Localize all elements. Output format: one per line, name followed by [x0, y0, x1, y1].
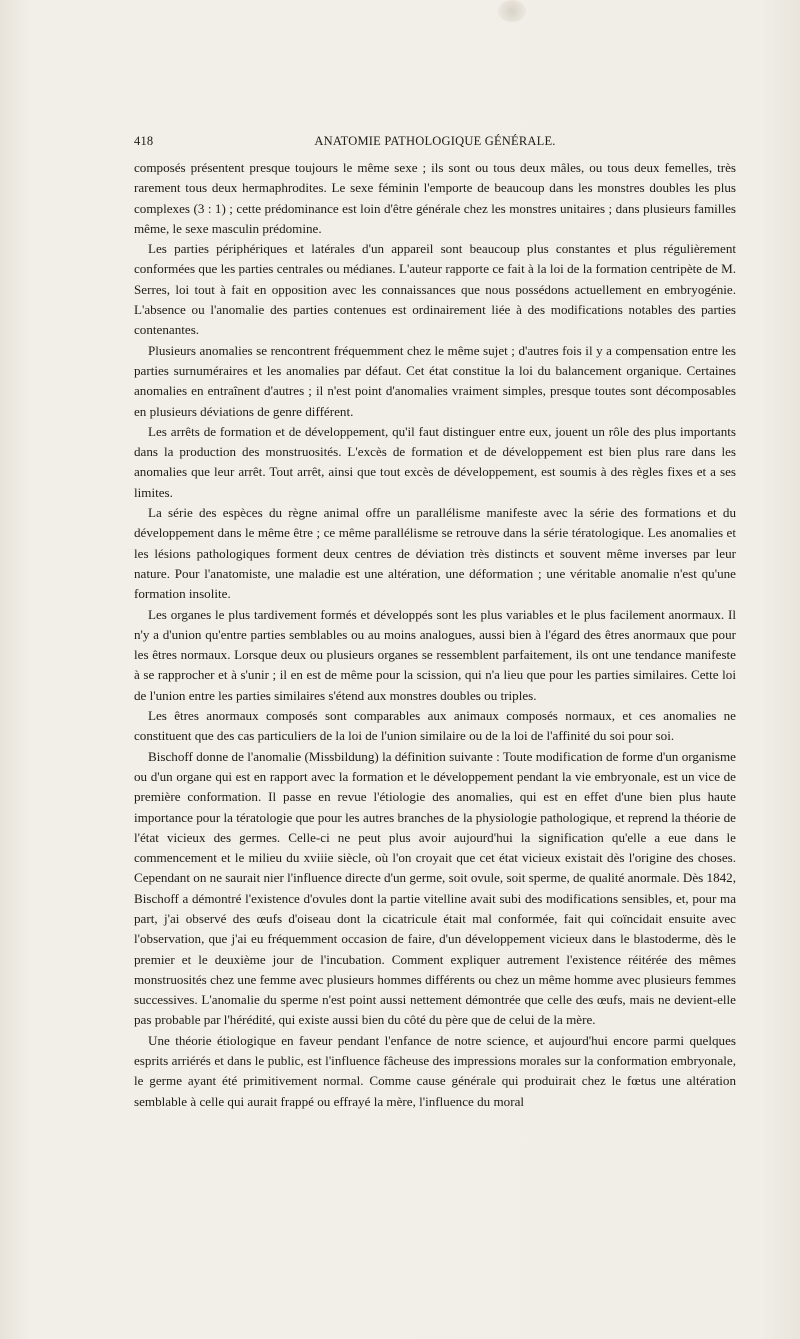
paragraph-8: Bischoff donne de l'anomalie (Missbildung) la définition suivante : Toute modification de forme d'un organisme ou d'un organe qui est en rapport avec la formation et le développement pendant la vie embryonale, est un vice de première conformation. Il passe en revue l'étiologie des anomalies, qui est en effet d'une bien plus haute importance pour la tératologie que pour les autres branches de la physiologie pathologique, et reprend la théorie de l'état vicieux des germes. Celle-ci ne peut plus avoir aujourd'hui la signification qu'elle a eue dans le commencement et le milieu du xviiie siècle, où l'on croyait que cet état vicieux existait dès l'origine des choses. Cependant on ne saurait nier l'influence directe d'un germe, soit ovule, soit sperme, de qualité anormale. Dès 1842, Bischoff a démontré l'existence d'ovules dont la partie vitelline avait subi des modifications sensibles, et, pour ma part, j'ai observé des œufs d'oiseau dont la cicatricule était mal conformée, fait qui coïncidait ensuite avec l'observation, que j'ai eu fréquemment occasion de faire, d'un développement vicieux dans le blastoderme, dès le premier et le deuxième jour de l'incubation. Comment expliquer autrement l'existence réitérée des mêmes monstruosités chez une femme avec plusieurs hommes différents ou chez un même homme avec plusieurs femmes successives. L'anomalie du sperme n'est point aussi nettement démontrée que celle des œufs, mais ne devient-elle pas probable par l'hérédité, qui existe aussi bien du côté du père que de celui de la mère. [134, 748, 736, 1028]
paragraph-1: composés présentent presque toujours le même sexe ; ils sont ou tous deux mâles, ou tous deux femelles, très rarement tous deux hermaphrodites. Le sexe féminin l'emporte de beaucoup dans les monstres doubles les plus complexes (3 : 1) ; cette prédominance est loin d'être générale chez les monstres unitaires ; dans plusieurs familles même, le sexe masculin prédomine. [134, 160, 736, 236]
paragraph-2: Les parties périphériques et latérales d'un appareil sont beaucoup plus constantes et plus régulièrement conformées que les parties centrales ou médianes. L'auteur rapporte ce fait à la loi de la formation centripète de M. Serres, loi tout à fait en opposition avec les connaissances que nous possédons actuellement en embryogénie. L'absence ou l'anomalie des parties contenues est ordinairement liée à des modifications notables des parties contenantes. [134, 241, 736, 338]
paragraph-3: Plusieurs anomalies se rencontrent fréquemment chez le même sujet ; d'autres fois il y a compensation entre les parties surnuméraires et les anomalies par défaut. Cet état constitue la loi du balancement organique. Certaines anomalies en entraînent d'autres ; il n'est point d'anomalies vraiment simples, presque toutes sont décomposables en plusieurs déviations de genre différent. [134, 342, 736, 419]
body-text [134, 158, 736, 1112]
paper-stain [498, 0, 526, 22]
page-header [134, 134, 736, 154]
paragraph-5: La série des espèces du règne animal offre un parallélisme manifeste avec la série des formations et du développement dans le même être ; ce même parallélisme se retrouve dans la série tératologique. Les anomalies et les lésions pathologiques forment deux centres de déviation très distincts et souvent même inverses par leur nature. Pour l'anatomiste, une maladie est une altération, une déformation ; une véritable anomalie n'est qu'une formation insolite. [134, 505, 736, 602]
paragraph-7: Les êtres anormaux composés sont comparables aux animaux composés normaux, et ces anomalies ne constituent que des cas particuliers de la loi de l'union similaire ou de la loi de l'affinité du soi pour soi. [134, 708, 736, 744]
page-number: 418 [134, 134, 154, 148]
paragraph-6: Les organes le plus tardivement formés et développés sont les plus variables et le plus facilement anormaux. Il n'y a d'union qu'entre parties semblables ou au moins analogues, aussi bien à l'égard des êtres anormaux que pour les êtres normaux. Lorsque deux ou plusieurs organes se ressemblent parfaitement, ils ont une tendance manifeste à se rapprocher et à s'unir ; il en est de même pour la scission, qui n'a lieu que pour les parties similaires. Cette loi de l'union entre les parties similaires s'étend aux monstres doubles ou triples. [134, 606, 736, 703]
paragraph-9: Une théorie étiologique en faveur pendant l'enfance de notre science, et aujourd'hui encore parmi quelques esprits arriérés et dans le public, est l'influence fâcheuse des impressions morales sur la conformation embryonale, le germe ayant été primitivement normal. Comme cause générale qui produirait chez le fœtus une altération semblable à celle qui aurait frappé ou effrayé la mère, l'influence du moral [134, 1032, 736, 1109]
running-title: ANATOMIE PATHOLOGIQUE GÉNÉRALE. [314, 134, 556, 148]
paragraph-4: Les arrêts de formation et de développement, qu'il faut distinguer entre eux, jouent un rôle des plus importants dans la production des monstruosités. L'excès de formation et de développement est bien plus rare dans les anomalies que leur arrêt. Tout arrêt, ainsi que tout excès de développement, est soumis à des règles fixes et a ses limites. [134, 423, 736, 500]
